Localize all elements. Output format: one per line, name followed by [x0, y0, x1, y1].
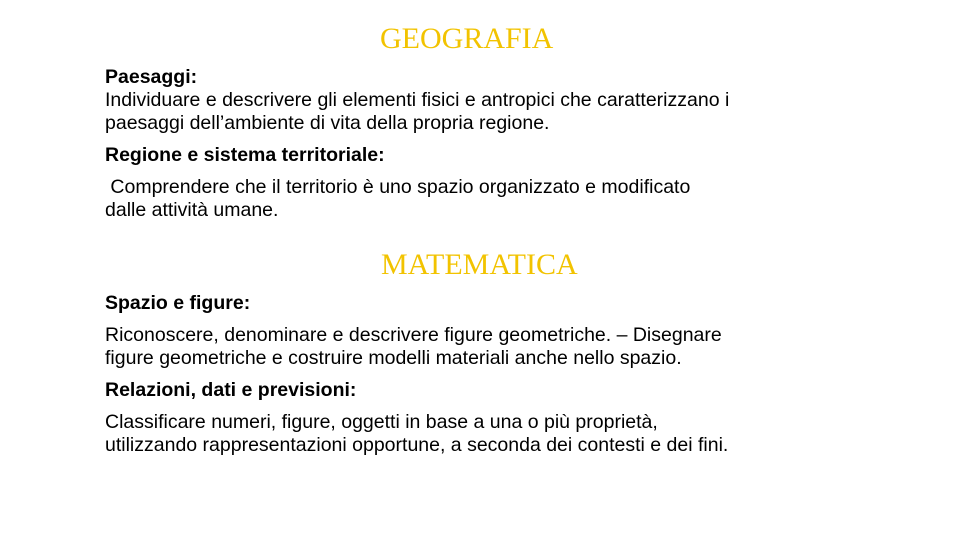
regione-label: Regione e sistema territoriale: — [105, 144, 385, 166]
spazio-figure-text-line-1: Riconoscere, denominare e descrivere figure geometriche. – Disegnare — [105, 324, 722, 346]
spazio-figure-text-line-2: figure geometriche e costruire modelli materiali anche nello spazio. — [105, 347, 682, 369]
regione-text-line-2: dalle attività umane. — [105, 199, 279, 221]
paesaggi-text-line-2: paesaggi dell’ambiente di vita della propria regione. — [105, 112, 550, 134]
matematica-title: MATEMATICA — [381, 248, 578, 281]
paesaggi-label: Paesaggi: — [105, 66, 198, 88]
geografia-title: GEOGRAFIA — [380, 22, 554, 55]
spazio-figure-label: Spazio e figure: — [105, 292, 251, 314]
relazioni-text-line-2: utilizzando rappresentazioni opportune, a seconda dei contesti e dei fini. — [105, 434, 729, 456]
relazioni-text-line-1: Classificare numeri, figure, oggetti in base a una o più proprietà, — [105, 411, 658, 433]
regione-text-line-1: Comprendere che il territorio è uno spazio organizzato e modificato — [105, 176, 691, 198]
matematica-content — [105, 292, 895, 457]
relazioni-label: Relazioni, dati e previsioni: — [105, 379, 357, 401]
paesaggi-text-line-1: Individuare e descrivere gli elementi fisici e antropici che caratterizzano i — [105, 89, 730, 111]
geografia-content — [105, 66, 895, 222]
